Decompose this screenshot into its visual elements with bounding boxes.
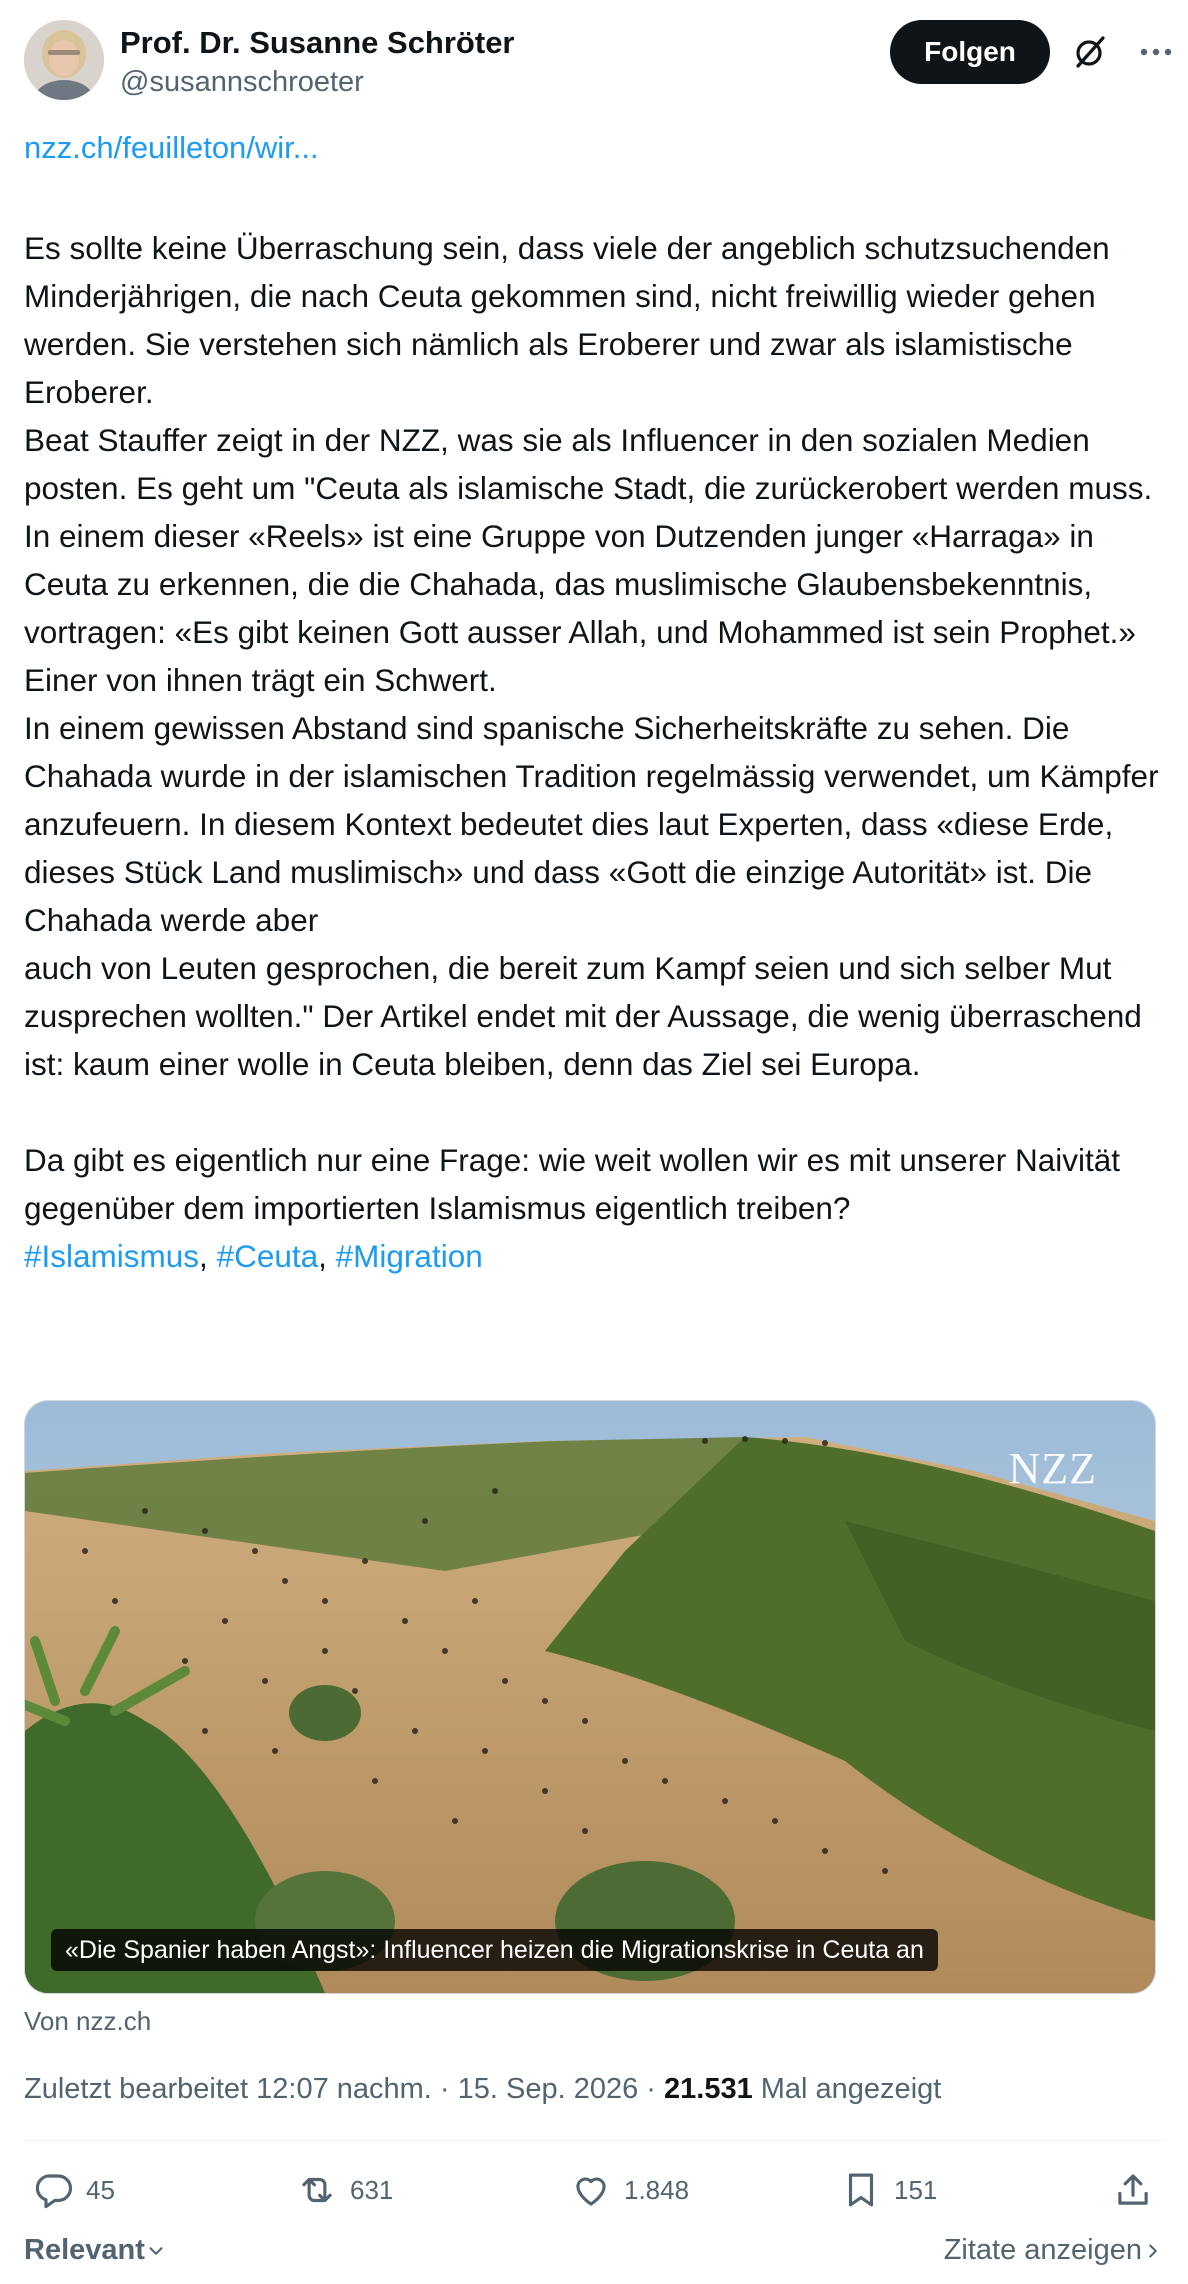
post-meta: [24, 2070, 941, 2108]
post-paragraph: auch von Leuten gesprochen, die bereit zum Kampf seien und sich selber Mut zusprechen wollten." Der Artikel endet mit der Aussage, die wenig überraschend ist: kaum einer wolle in Ceuta bleiben, denn das Ziel sei Europa.: [24, 950, 1142, 1082]
reply-button[interactable]: [32, 2160, 115, 2220]
views-label: Mal angezeigt: [752, 2073, 942, 2105]
share-button[interactable]: [1112, 2160, 1154, 2220]
hashtag-migration[interactable]: #Migration: [335, 1238, 483, 1274]
view-quotes-link[interactable]: [944, 2234, 1164, 2267]
divider: [24, 2140, 1164, 2141]
bookmark-button[interactable]: [840, 2160, 937, 2220]
hashtag-line: [24, 1232, 1164, 1280]
article-photo: [25, 1401, 1155, 1993]
hashtag-islamismus[interactable]: #Islamismus: [24, 1238, 200, 1274]
hashtag-separator: ,: [199, 1238, 217, 1274]
replies-footer: [24, 2234, 1164, 2274]
chevron-down-icon: [145, 2240, 167, 2262]
view-count: 21.531: [664, 2073, 753, 2105]
like-button[interactable]: [570, 2160, 689, 2220]
post-paragraph: Beat Stauffer zeigt in der NZZ, was sie als Influencer in den sozialen Medien posten. Es geht um "Ceuta als islamische Stadt, die zurückerobert werden muss. In einem dieser «Reels» ist eine Gruppe von Dutzenden junger «Harraga» in Ceuta zu erkennen, die die Chahada, das muslimische Glaubensbekenntnis, vortragen: «Es gibt keinen Gott ausser Allah, und Mohammed ist sein Prophet.» Einer von ihnen trägt ein Schwert.: [24, 422, 1153, 698]
repost-button[interactable]: [296, 2160, 393, 2220]
hashtag-ceuta[interactable]: #Ceuta: [216, 1238, 319, 1274]
nzz-logo: NZZ: [1008, 1444, 1097, 1493]
avatar[interactable]: [24, 20, 104, 100]
grok-icon[interactable]: [1070, 32, 1110, 72]
sort-dropdown[interactable]: [24, 2234, 167, 2267]
heart-icon: [570, 2169, 612, 2211]
post-header: [24, 20, 1164, 102]
card-source[interactable]: Von nzz.ch: [24, 2006, 152, 2036]
bookmark-count: 151: [894, 2174, 938, 2205]
edited-timestamp[interactable]: Zuletzt bearbeitet 12:07 nachm. · 15. Sep. 2026 ·: [24, 2073, 664, 2105]
share-icon: [1112, 2169, 1154, 2211]
post-text: [24, 224, 1164, 1280]
action-bar: [24, 2160, 1164, 2220]
more-options-icon[interactable]: [1136, 32, 1176, 72]
chevron-right-icon: [1142, 2240, 1164, 2262]
post-paragraph: Da gibt es eigentlich nur eine Frage: wie weit wollen wir es mit unserer Naivität gegenüber dem importierten Islamismus eigentlich treiben?: [24, 1142, 1120, 1226]
article-link[interactable]: nzz.ch/feuilleton/wir...: [24, 130, 319, 165]
reply-icon: [32, 2169, 74, 2211]
quotes-label: Zitate anzeigen: [943, 2234, 1142, 2266]
reply-count: 45: [86, 2174, 115, 2205]
link-preview-card[interactable]: [24, 1400, 1156, 1994]
card-caption[interactable]: «Die Spanier haben Angst»: Influencer heizen die Migrationskrise in Ceuta an: [51, 1929, 938, 1971]
author-name[interactable]: Prof. Dr. Susanne Schröter: [120, 25, 515, 60]
author-handle[interactable]: @susannschroeter: [120, 66, 364, 98]
repost-icon: [296, 2169, 338, 2211]
repost-count: 631: [350, 2174, 394, 2205]
post-paragraph: Es sollte keine Überraschung sein, dass viele der angeblich schutzsuchenden Minderjährigen, die nach Ceuta gekommen sind, nicht freiwillig wieder gehen werden. Sie verstehen sich nämlich als Eroberer und zwar als islamistische Eroberer.: [24, 230, 1110, 410]
post-paragraph: In einem gewissen Abstand sind spanische Sicherheitskräfte zu sehen. Die Chahada wurde in der islamischen Tradition regelmässig verwendet, um Kämpfer anzufeuern. In diesem Kontext bedeutet dies laut Experten, dass «diese Erde, dieses Stück Land muslimisch» und dass «Gott die einzige Autorität» ist. Die Chahada werde aber: [24, 710, 1159, 938]
hashtag-separator: ,: [318, 1238, 336, 1274]
like-count: 1.848: [624, 2174, 690, 2205]
bookmark-icon: [840, 2169, 882, 2211]
sort-label: Relevant: [24, 2234, 145, 2266]
follow-button[interactable]: Folgen: [890, 20, 1050, 84]
